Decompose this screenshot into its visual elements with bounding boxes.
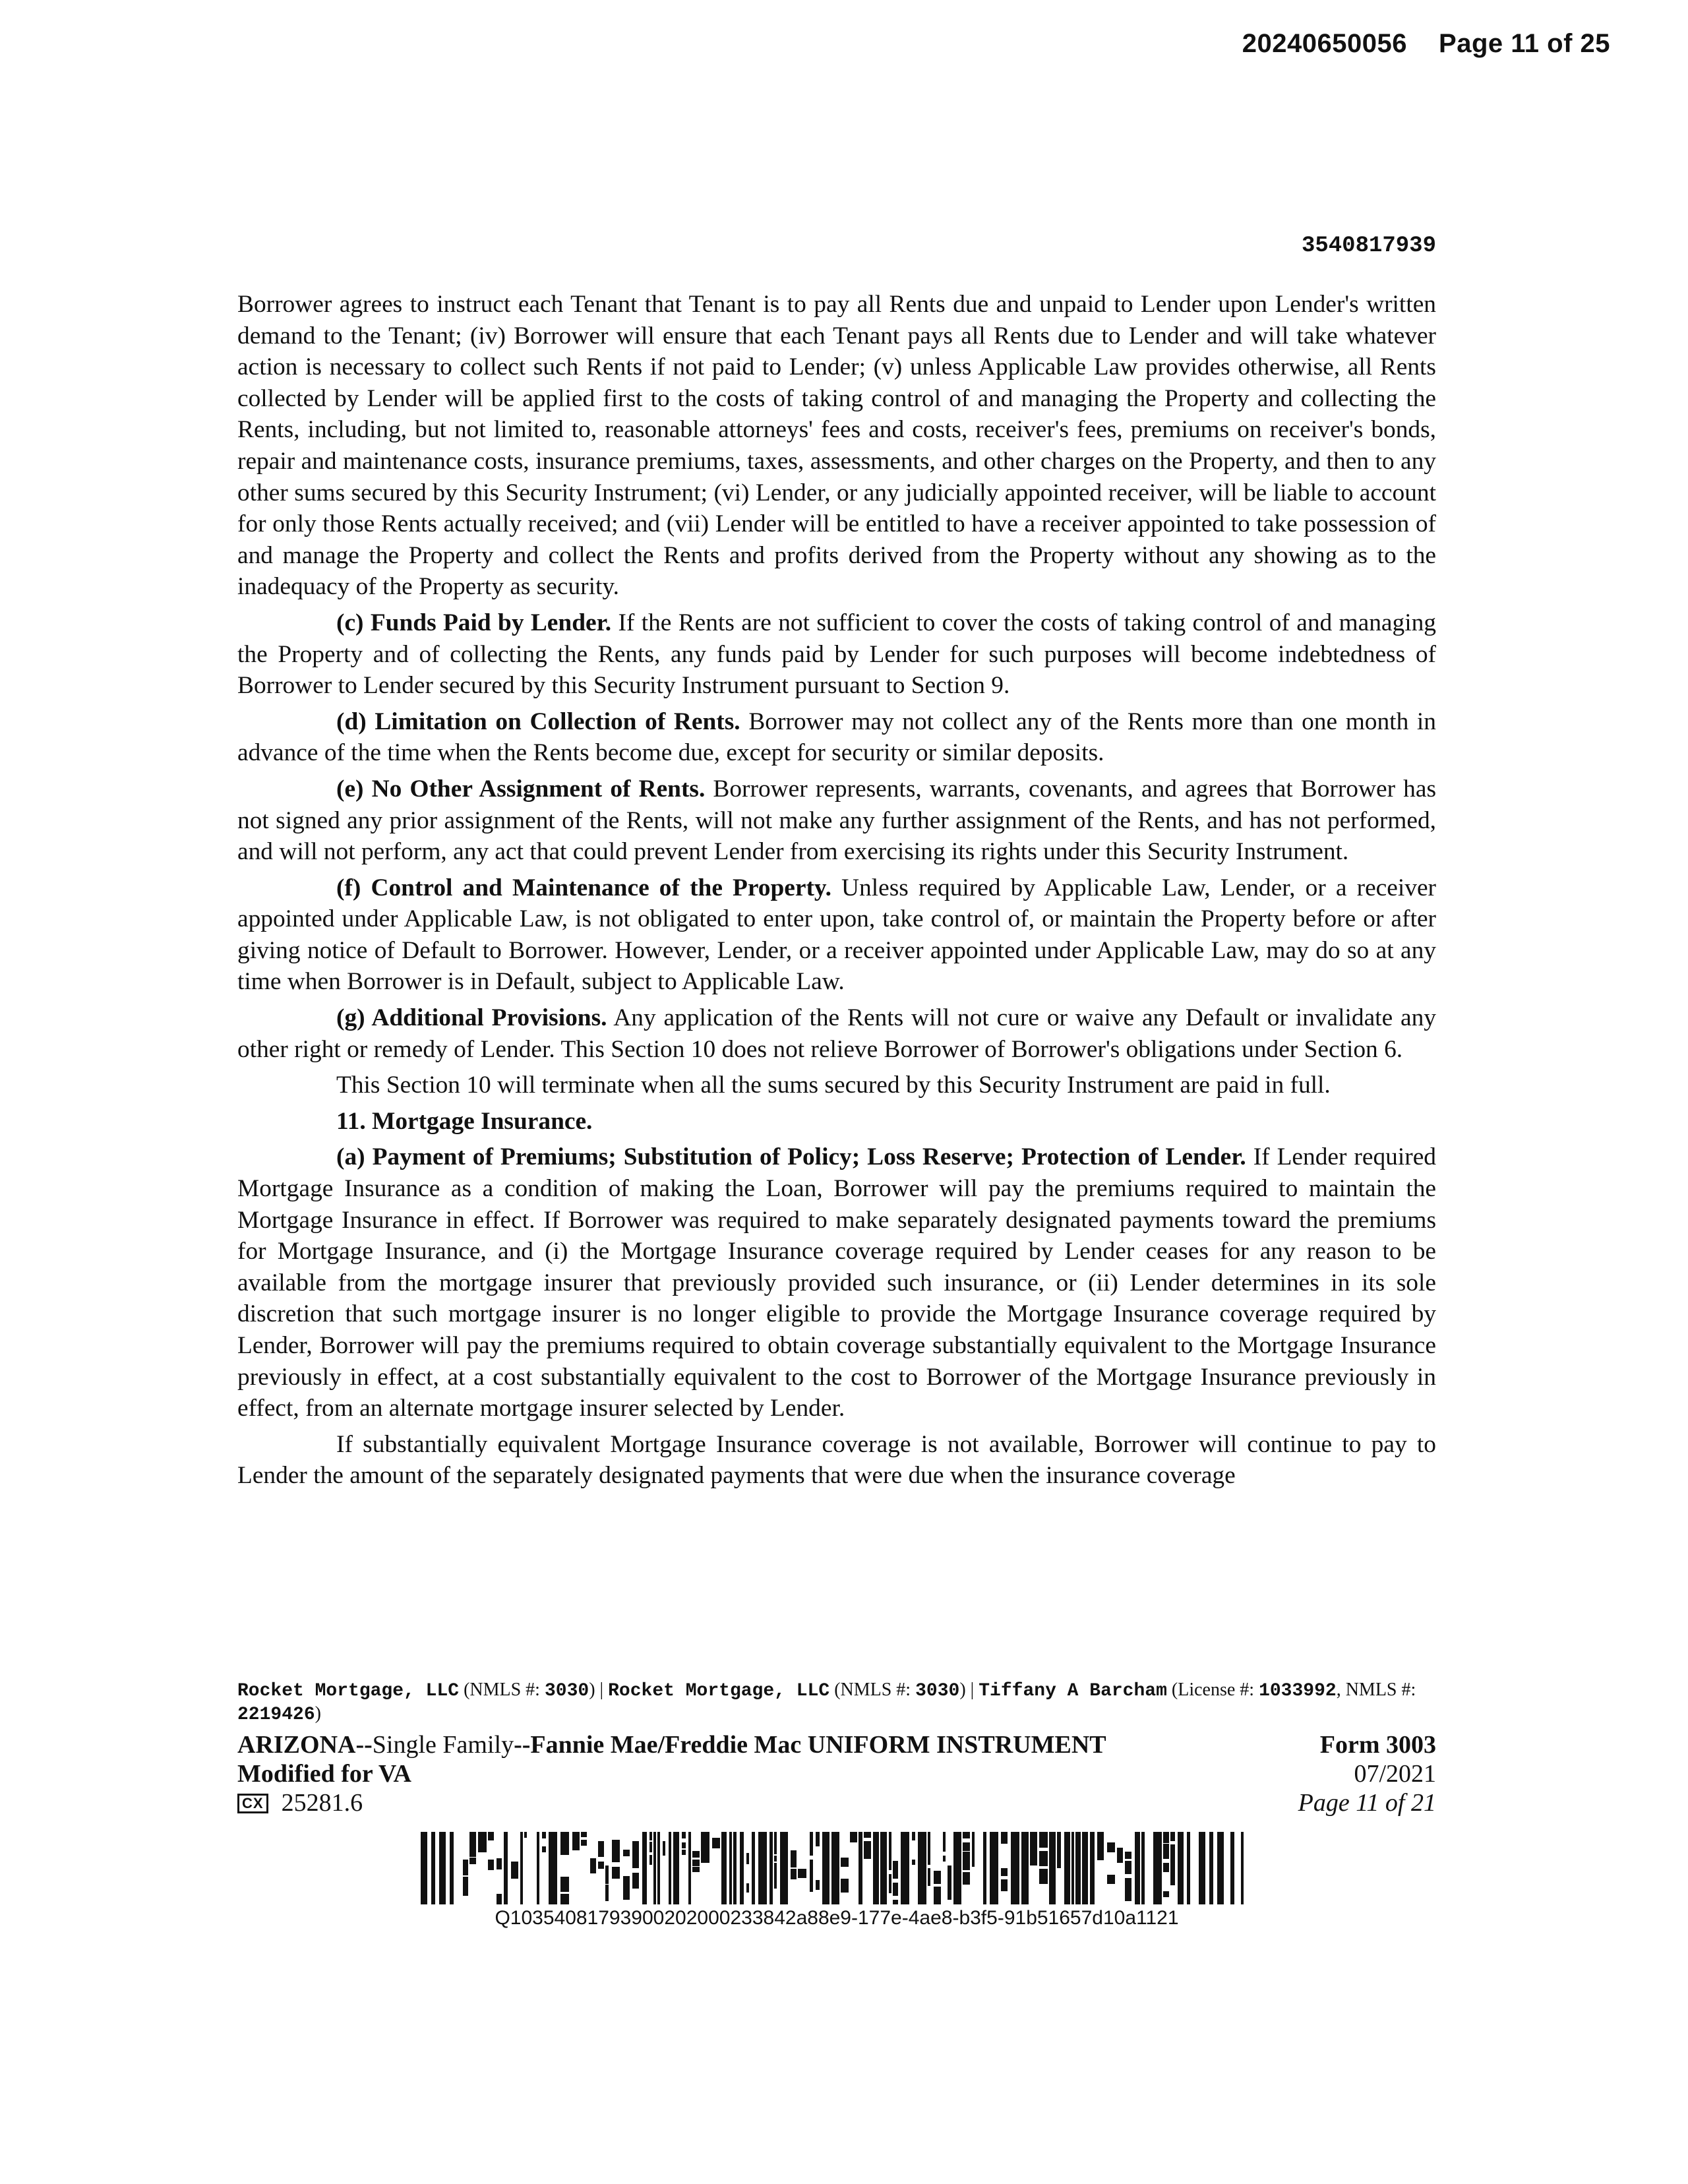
paragraph-equivalent-coverage: If substantially equivalent Mortgage Insurance coverage is not available, Borrower will continue to pay to Lender the amount of the separately designated payments that were due when the insurance coverage — [237, 1430, 1436, 1490]
originator-line: Rocket Mortgage, LLC (NMLS #: 3030) | Rocket Mortgage, LLC (NMLS #: 3030) | Tiffany A Barcham (License #: 1033992, NMLS #: 2219426) — [237, 1680, 1416, 1725]
section-11-heading: 11. Mortgage Insurance. — [336, 1107, 593, 1135]
heading-limitation: (d) Limitation on Collection of Rents. — [336, 708, 740, 735]
paragraph-control-maintenance: (f) Control and Maintenance of the Property. Unless required by Applicable Law, Lender, or a receiver appointed under Applicable Law, is not obligated to enter upon, take control of, or maintain the Property before or after giving notice of Default to Borrower. However, Lender, or a receiver appointed under Applicable Law, may do so at any time when Borrower is in Default, subject to Applicable Law. — [237, 874, 1436, 996]
recording-page-label: Page 11 of 25 — [1439, 29, 1610, 58]
paragraph-payment-of-premiums: (a) Payment of Premiums; Substitution of Policy; Loss Reserve; Protection of Lender. If Lender required Mortgage Insurance as a condition of making the Loan, Borrower will pay the premiums required to maintain the Mortgage Insurance in effect. If Borrower was required to make separately designated payments toward the premiums for Mortgage Insurance, and (i) the Mortgage Insurance coverage required by Lender ceases for any reason to be available from the mortgage insurer that previously provided such insurance, or (ii) Lender determines in its sole discretion that such mortgage insurer is no longer eligible to provide the Mortgage Insurance coverage required by Lender, Borrower will pay the premiums required to obtain coverage substantially equivalent to the Mortgage Insurance previously in effect, at a cost substantially equivalent to the cost to Borrower of the Mortgage Insurance previously in effect, from an alternate mortgage insurer selected by Lender. — [237, 1143, 1436, 1422]
paragraph-rents-continued: Borrower agrees to instruct each Tenant that Tenant is to pay all Rents due and unpaid to Lender upon Lender's written demand to the Tenant; (iv) Borrower will ensure that each Tenant pays all Rents due to Lender and will take whatever action is necessary to collect such Rents if not paid to Lender; (v) unless Applicable Law provides otherwise, all Rents collected by Lender will be applied first to the costs of taking control of and managing the Property and collecting the Rents, including, but not limited to, reasonable attorneys' fees and costs, receiver's fees, premiums on receiver's bonds, repair and maintenance costs, insurance premiums, taxes, assessments, and other charges on the Property, and then to any other sums secured by this Security Instrument; (vi) Lender, or any judicially appointed receiver, will be liable to account for only those Rents actually received; and (vii) Lender will be entitled to have a receiver appointed to take possession of and manage the Property and collect the Rents and profits derived from the Property without any showing as to the inadequacy of the Property as security. — [237, 291, 1436, 601]
form-code: 25281.6 — [281, 1789, 363, 1817]
paragraph-termination: This Section 10 will terminate when all the sums secured by this Security Instrument are paid in full. — [336, 1072, 1331, 1099]
footer-row-3 — [237, 1788, 1436, 1817]
cx-logo-icon: CX — [237, 1794, 268, 1813]
barcode-caption: Q10354081793900202000233842a88e9-177e-4ae8-b3f5-91b51657d10a1121 — [495, 1907, 1179, 1929]
footer-row-2 — [237, 1759, 1436, 1788]
document-body — [237, 289, 1436, 1496]
document-footer — [237, 1679, 1436, 1817]
form-number: Form 3003 — [1319, 1731, 1436, 1759]
recording-header — [1242, 29, 1610, 59]
modified-for-va: Modified for VA — [237, 1760, 411, 1788]
paragraph-limitation: (d) Limitation on Collection of Rents. Borrower may not collect any of the Rents more than one month in advance of the time when the Rents become due, except for security or similar deposits. — [237, 708, 1437, 767]
paragraph-no-other-assignment: (e) No Other Assignment of Rents. Borrower represents, warrants, covenants, and agrees that Borrower has not signed any prior assignment of the Rents, will not make any further assignment of the Rents, and has not performed, and will not perform, any act that could prevent Lender from exercising its rights under this Security Instrument. — [237, 775, 1436, 866]
paragraph-additional-provisions: (g) Additional Provisions. Any application of the Rents will not cure or waive any Default or invalidate any other right or remedy of Lender. This Section 10 does not relieve Borrower of Borrower's obligations under Section 6. — [237, 1004, 1436, 1063]
recording-number: 20240650056 — [1242, 29, 1408, 58]
heading-additional-provisions: (g) Additional Provisions. — [336, 1004, 607, 1032]
form-page-number: Page 11 of 21 — [1298, 1789, 1436, 1817]
heading-funds-paid: (c) Funds Paid by Lender. — [336, 609, 612, 636]
barcode-icon — [421, 1832, 1253, 1904]
document-barcode — [421, 1832, 1253, 1929]
paragraph-funds-paid: (c) Funds Paid by Lender. If the Rents are not sufficient to cover the costs of taking control of and managing the Property and of collecting the Rents, any funds paid by Lender for such purposes will become indebtedness of Borrower to Lender secured by this Security Instrument pursuant to Section 9. — [237, 609, 1437, 700]
footer-row-1: ARIZONA--Single Family--Fannie Mae/Freddie Mac UNIFORM INSTRUMENT Form 3003 — [237, 1731, 1436, 1759]
heading-payment-of-premiums: (a) Payment of Premiums; Substitution of Policy; Loss Reserve; Protection of Lender. — [336, 1143, 1246, 1171]
heading-control-maintenance: (f) Control and Maintenance of the Property. — [336, 874, 831, 901]
heading-no-other-assignment: (e) No Other Assignment of Rents. — [336, 775, 706, 803]
form-date: 07/2021 — [1354, 1760, 1436, 1788]
loan-number: 3540817939 — [1301, 233, 1436, 258]
